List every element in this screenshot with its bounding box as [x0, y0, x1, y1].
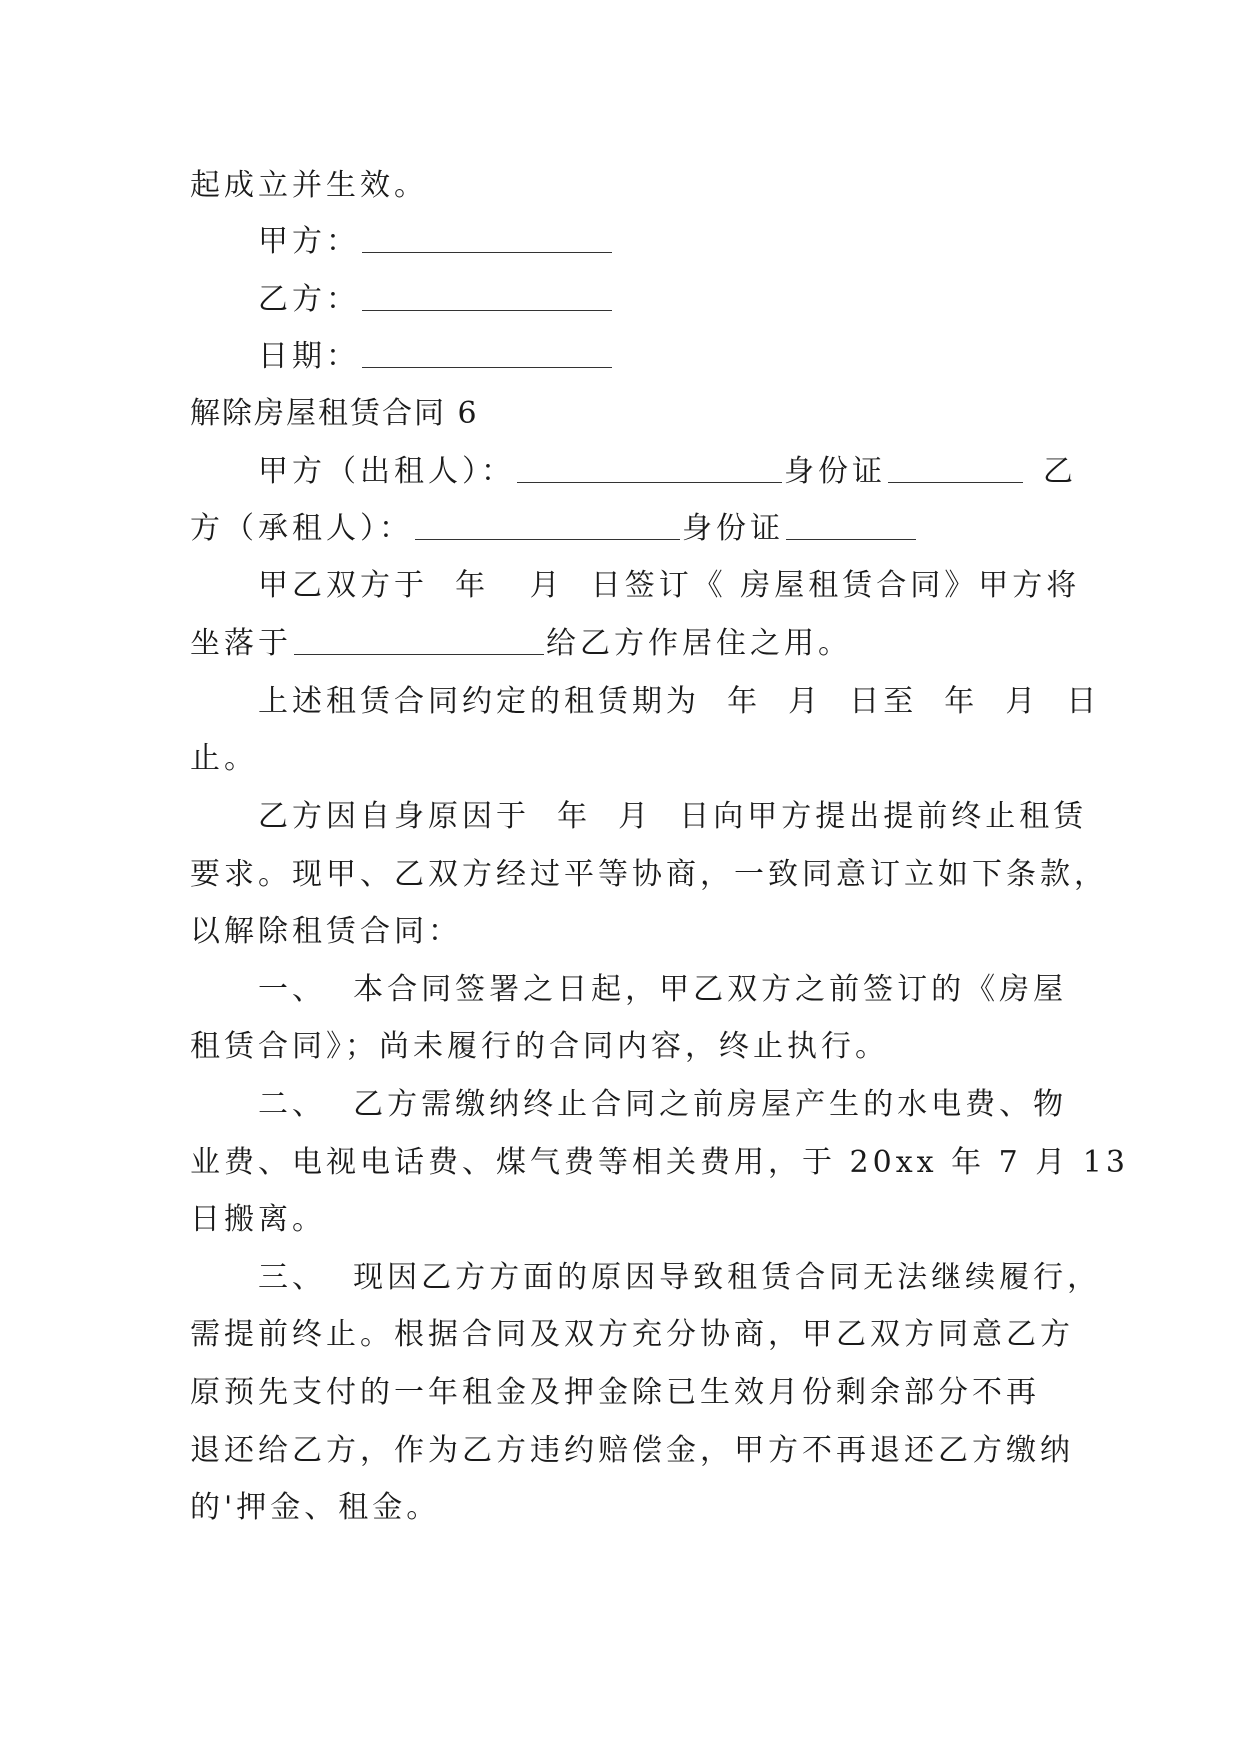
signature-blank [362, 341, 612, 368]
clause-line: 业费、电视电话费、煤气费等相关费用，于 20xx 年 7 月 13 [190, 1145, 1129, 1180]
id-blank [786, 513, 916, 540]
lessor-label: 甲方（出租人）： [258, 454, 515, 489]
clause-line: 退还给乙方，作为乙方违约赔偿金，甲方不再退还乙方缴纳 [190, 1433, 1074, 1468]
clause-line: 一、 本合同签署之日起，甲乙双方之前签订的《房屋 [258, 972, 1068, 1007]
paragraph-line: 以解除租赁合同： [190, 914, 462, 949]
clause-line: 三、 现因乙方方面的原因导致租赁合同无法继续履行， [258, 1260, 1102, 1295]
paragraph-line [190, 624, 852, 664]
location-blank [294, 628, 544, 655]
signature-party-a [258, 222, 614, 262]
clause-line: 原预先支付的一年租金及押金除已生效月份剩余部分不再 [190, 1375, 1040, 1410]
lessor-blank [517, 456, 782, 483]
clause-line: 租赁合同》；尚未履行的合同内容，终止执行。 [190, 1029, 889, 1064]
signature-blank [362, 284, 612, 311]
lessee-label: 方（承租人）： [190, 511, 413, 546]
clause-line: 需提前终止。根据合同及双方充分协商，甲乙双方同意乙方 [190, 1317, 1074, 1352]
location-label: 坐落于 [190, 626, 292, 661]
signature-date [258, 337, 614, 377]
id-label: 身份证 [682, 511, 784, 546]
clause-line: 二、 乙方需缴纳终止合同之前房屋产生的水电费、物 [258, 1087, 1068, 1122]
signature-label: 乙方： [258, 282, 360, 317]
signature-label: 甲方： [258, 224, 360, 259]
party-b-prefix: 乙 [1043, 454, 1077, 489]
signature-party-b [258, 280, 614, 320]
paragraph-line: 止。 [190, 741, 258, 776]
paragraph-text: 给乙方作居住之用。 [546, 626, 852, 661]
lessee-blank [415, 513, 680, 540]
id-label: 身份证 [784, 454, 886, 489]
signature-label: 日期： [258, 339, 360, 374]
paragraph-line: 甲乙双方于 年 月 日签订《 房屋租赁合同》甲方将 [258, 568, 1081, 603]
section-title: 解除房屋租赁合同 6 [190, 396, 479, 431]
paragraph-line: 要求。现甲、乙双方经过平等协商，一致同意订立如下条款， [190, 857, 1108, 892]
lessor-line [258, 452, 1077, 492]
paragraph-line: 起成立并生效。 [190, 168, 428, 203]
paragraph-line: 上述租赁合同约定的租赁期为 年 月 日至 年 月 日 [258, 684, 1101, 719]
signature-blank [362, 226, 612, 253]
id-blank [888, 456, 1023, 483]
clause-line: 日搬离。 [190, 1202, 326, 1237]
lessee-line [190, 509, 918, 549]
clause-line: 的'押金、租金。 [190, 1490, 441, 1525]
paragraph-line: 乙方因自身原因于 年 月 日向甲方提出提前终止租赁 [258, 799, 1088, 834]
